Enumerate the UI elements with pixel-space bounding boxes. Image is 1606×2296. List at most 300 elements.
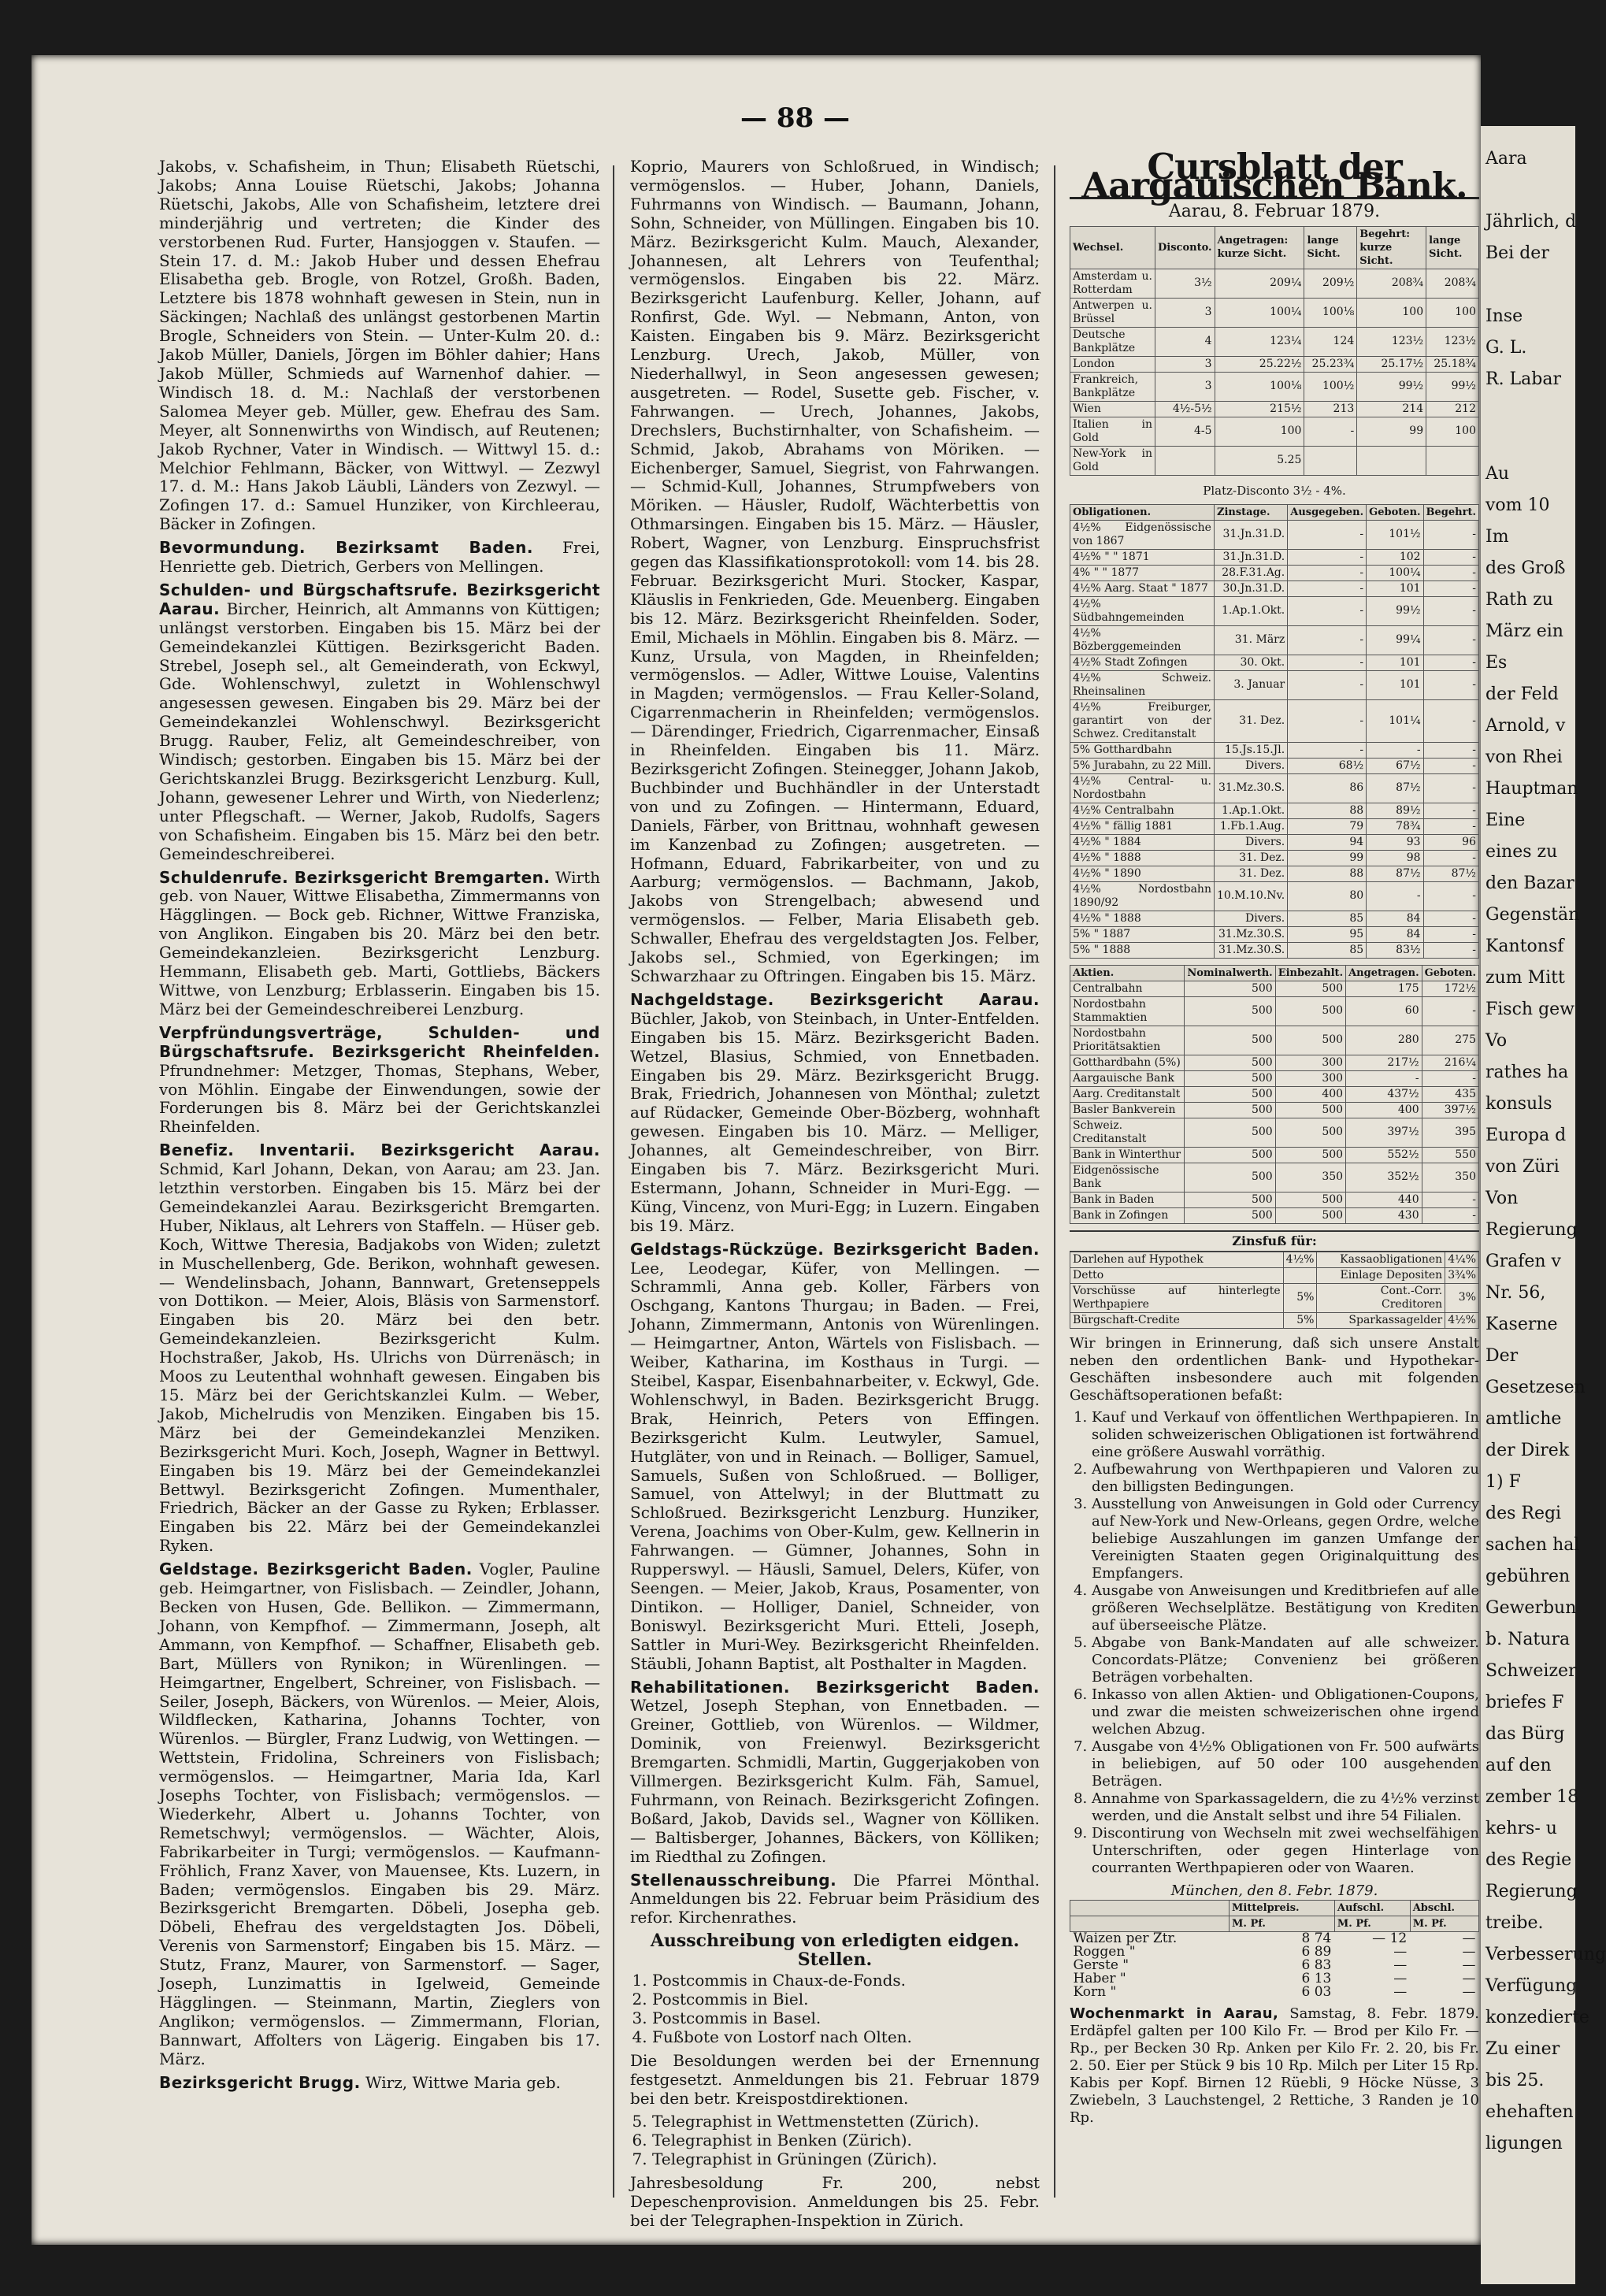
notice-text: Jakobs, v. Schafisheim, in Thun; Elisabeth Rüetschi, Jakobs; Anna Louise Rüetschi, Jakobs; Johanna Rüetschi, Jakobs, Alle von Schafisheim, letztere drei minderjährig und vertreten; die Kinder des verstorbenen Rud. Furter, Hansjoggen v. Staufen. — Stein 17. d. M.: Jakob Huber und dessen Ehefrau Elisabetha geb. Brogle, von Rotzel, Großh. Baden, Letztere bis 1878 wohnhaft gewesen in Stein, nun in Säckingen; Nachlaß des unlängst gestorbenen Martin Brogle, Schneiders von Stein. — Unter-Kulm 20. d.: Jakob Müller, Daniels, Jörgen im Böhler dahier; Hans Jakob Müller, Schmieds auf Warnenhof dahier. — Windisch 18. d. M.: Nachlaß der verstorbenen Salomea Meyer geb. Müller, gew. Ehefrau des Sam. Meyer, alt Sonnenwirths von Windisch, auf Reutenen; Jakob Rychner, Vater in Windisch. — Wittwyl 15. d.: Melchior Fehlmann, Bäcker, von Wittwyl. — Zezwyl 17. d. M.: Hans Jakob Läubli, Länders von Zezwyl. — Zofingen 17. d.: Samuel Hunziker, von Kirchleerau, Bäcker in Zofingen.: [159, 157, 600, 534]
table-cell: 1.Ap.1.Okt.: [1214, 803, 1287, 818]
adjacent-page-text: amtliche: [1485, 1409, 1562, 1429]
table-cell: 4½% Nordostbahn 1890/92: [1070, 881, 1215, 911]
table-row: [1070, 850, 1479, 866]
table-cell: 4½%: [1445, 1312, 1479, 1328]
table-cell: 85: [1288, 911, 1367, 926]
table-row: [1070, 1986, 1479, 1999]
table-cell: 500: [1185, 1086, 1275, 1102]
table-cell: 100¼: [1367, 565, 1423, 580]
page-number: — 88 —: [740, 102, 850, 134]
table-cell: -: [1423, 803, 1478, 818]
table-cell: -: [1423, 699, 1478, 742]
table-cell: 4½% Freiburger, garantirt von der Schwez. Creditanstalt: [1070, 699, 1215, 742]
notice-text: Koprio, Maurers von Schloßrued, in Windisch; vermögenslos. — Huber, Johann, Daniels, Fuhrmanns von Windisch. — Baumann, Johann, Sohn, Schneider, von Müllingen. Eingaben bis 10. März. Bezirksgericht Kulm. Mauch, Alexander, Johannesen, alt Lehrers von Teufenthal; vermögenslos. Eingaben bis 22. März. Bezirksgericht Laufenburg. Keller, Johann, auf Ronfirst, Gde. Wyl. — Nebmann, Anton, von Kaisten. Eingaben bis 9. März. Bezirksgericht Lenzburg. Urech, Jakob, Müller, von Niederhallwyl, in Seon angesessen gewesen; ausgetreten. — Rodel, Susette geb. Fischer, v. Fahrwangen. — Urech, Johannes, Jakobs, Drechslers, Buchstirnhalter, von Schafisheim. — Schmid, Jakob, Abrahams von Möriken. — Eichenberger, Samuel, Siegrist, von Fahrwangen. — Schmid-Kull, Johannes, Strumpfwebers von Möriken. — Häusler, Rudolf, Wächterbettis von Othmarsingen. Eingaben bis 15. März. — Häusler, Robert, Wagner, von Lenzburg. Einspruchsfrist gegen das Klassifikationsprotokoll: vom 14. bis 28. Februar. Bezirksgericht Muri. Stocker, Kaspar, Kläuslis in Fenkrieden, Gde. Meuenberg. Eingaben bis 12. März. Bezirksgericht Rheinfelden. Soder, Emil, Michaels in Möhlin. Eingaben bis 8. März. — Kunz, Ursula, von Magden, in Rheinfelden; vermögenslos. — Adler, Wittwe Louise, Valentins in Magden; vermögenslos. — Frau Keller-Soland, Cigarrenmacherin in Rheinfelden; vermögenslos. — Därendinger, Friedrich, Cigarrenmacher, Einsaß in Rheinfelden. Eingaben bis 11. März. Bezirksgericht Zofingen. Steinegger, Johann Jakob, Buchbinder und Buchhändler in der Unterstadt von und zu Zofingen. — Hintermann, Eduard, Daniels, Färber, von Brittnau, wohnhaft gewesen im Kanzenbad zu Zofingen; ausgetreten. — Hofmann, Eduard, Fabrikarbeiter, von und zu Aarburg; vermögenslos. — Bachmann, Jakob, Jakobs von Strengelbach; abwesend und vermögenslos. — Felber, Maria Elisabeth geb. Schwaller, Ehefrau des vergeldstagten Jos. Felber, Jakobs sel., Schmied, von Egerkingen; im Schwarzhaar zu Oftringen. Eingaben bis 15. März.: [630, 157, 1040, 985]
table-cell: 4½% " 1884: [1070, 834, 1215, 850]
adjacent-page-text: Regierung: [1485, 1220, 1578, 1240]
table-cell: -: [1367, 881, 1423, 911]
table-cell: 4½% " 1888: [1070, 911, 1215, 926]
table-cell: 95: [1288, 926, 1367, 942]
table-cell: Darlehen auf Hypothek: [1070, 1252, 1284, 1267]
table-cell: -: [1288, 742, 1367, 758]
table-header-cell: lange Sicht.: [1426, 226, 1479, 269]
table-cell: 500: [1185, 1055, 1275, 1070]
adjacent-page-text: rathes ha: [1485, 1063, 1569, 1082]
adjacent-page-text: Jährlich, d: [1485, 212, 1577, 232]
table-cell: 208¾: [1357, 269, 1426, 298]
table-cell: 213: [1304, 401, 1357, 417]
table-cell: 4½% " 1890: [1070, 866, 1215, 881]
column-notices-2: [630, 158, 1040, 2245]
notice-text: Bircher, Heinrich, alt Ammanns von Küttigen; unlängst verstorben. Eingaben bis 15. März bei der Gemeindekanzlei Küttigen. Bezirksgericht Baden. Strebel, Joseph sel., alt Gemeinderath, von Eckwyl, Gde. Wohlenschwyl, zuletzt in Wohlenschwyl angesessen gewesen. Eingaben bis 29. März bei der Gemeindekanzlei Wohlenschwyl. Bezirksgericht Brugg. Rauber, Feliz, alt Gemeindeschreiber, von Windisch; gestorben. Eingaben bis 15. März bei der Gerichtskanzlei Brugg. Bezirksgericht Lenzburg. Kull, Johann, gewesener Lehrer und Wirth, von Niederlenz; unter Pflegschaft. — Werner, Jakob, Rudolfs, Sagers von Schafisheim. Eingaben bis 15. März bei den betr. Gemeindeschreiberei.: [159, 599, 601, 863]
adjacent-page-text: Es: [1485, 653, 1508, 673]
adjacent-page-text: Vo: [1485, 1031, 1508, 1051]
table-cell: -: [1423, 773, 1478, 803]
table-row: [1070, 866, 1479, 881]
table-cell: Einlage Depositen: [1317, 1267, 1445, 1283]
table-cell: 352½: [1346, 1163, 1422, 1192]
table-cell: Divers.: [1214, 758, 1287, 773]
table-row: [1070, 834, 1479, 850]
table-cell: -: [1288, 520, 1367, 549]
service-item: 2. Aufbewahrung von Werthpapieren und Valoren zu den billigsten Bedingungen.: [1092, 1461, 1479, 1496]
table-row: [1070, 1086, 1479, 1102]
table-cell: 217½: [1346, 1055, 1422, 1070]
table-cell: 208¾: [1426, 269, 1479, 298]
adjacent-page-text: briefes F: [1485, 1693, 1564, 1712]
table-row: [1070, 1972, 1479, 1986]
table-row: [1070, 1192, 1479, 1207]
table-cell: 435: [1422, 1086, 1478, 1102]
table-cell: —: [1462, 1957, 1476, 1974]
vacancy-list: [630, 2112, 1040, 2169]
table-cell: 350: [1275, 1163, 1345, 1192]
table-cell: 101: [1367, 670, 1423, 699]
service-item: 6. Inkasso von allen Aktien- und Obligationen-Coupons, und zwar die meisten schweizerischen ohne irgend welchen Abzug.: [1092, 1686, 1479, 1738]
table-cell: 500: [1185, 981, 1275, 996]
table-cell: 83½: [1367, 942, 1423, 958]
service-item: 8. Annahme von Sparkassageldern, die zu 4½% verzinst werden, und die Anstalt selbst und ihre 54 Filialen.: [1092, 1790, 1479, 1825]
table-cell: 102: [1367, 549, 1423, 565]
table-cell: 100: [1426, 298, 1479, 327]
table-cell: —: [1462, 1931, 1476, 1947]
table-cell: 3: [1155, 298, 1215, 327]
notice-text: Schmid, Karl Johann, Dekan, von Aarau; am 23. Jan. letzthin verstorben. Eingaben bis 15. März bei der Gemeindekanzlei Aarau. Bezirksgericht Bremgarten. Huber, Niklaus, alt Lehrers von Staffeln. — Hüser geb. Koch, Wittwe Theresia, Badjakobs von Widen; zuletzt in Muschellenberg, Gde. Berikon, wohnhaft gewesen. — Wendelinsbach, Johann, Bannwart, Gretenseppels von Dottikon. — Meier, Alois, Bläsis von Sarmenstorf. Eingaben bis 20. März bei den betr. Gemeindekanzleien. Bezirksgericht Kulm. Hochstraßer, Jakob, Hs. Ulrichs von Dürrenäsch; in Moos zu Leutenthal wohnhaft gewesen. Eingaben bis 15. März bei der Gerichtskanzlei Kulm. — Weber, Jakob, Michelrudis von Menziken. Eingaben bis 15. März bei der Gemeindekanzlei Menziken. Bezirksgericht Muri. Koch, Joseph, Wagner in Bettwyl. Eingaben bis 19. März bei der Gemeindekanzlei Bettwyl. Bezirksgericht Zofingen. Mumenthaler, Friedrich, Bäcker an der Gasse zu Ryken; Erblasser. Eingaben bis 22. März bei der Gemeindekanzlei Ryken.: [159, 1159, 600, 1556]
table-cell: -: [1288, 699, 1367, 742]
table-cell: 209¼: [1215, 269, 1304, 298]
table-cell: 99¼: [1367, 625, 1423, 655]
adjacent-page-text: sachen hal: [1485, 1535, 1580, 1555]
table-row: [1070, 773, 1479, 803]
table-cell: 3: [1155, 356, 1215, 372]
service-item: 5. Abgabe von Bank-Mandaten auf alle schweizer. Concordats-Plätze; Convenienz bei größeren Beträgen vorbehalten.: [1092, 1634, 1479, 1686]
table-cell: 300: [1275, 1055, 1345, 1070]
table-cell: 101¼: [1367, 699, 1423, 742]
adjacent-page-text: R. Labar: [1485, 369, 1561, 389]
table-row: [1070, 625, 1479, 655]
table-row: [1070, 758, 1479, 773]
table-row: [1070, 1147, 1479, 1163]
table-cell: -: [1422, 1192, 1478, 1207]
table-header-cell: Einbezahlt.: [1275, 965, 1345, 981]
table-cell: 4-5: [1155, 417, 1215, 446]
table-cell: -: [1423, 742, 1478, 758]
table-cell: Eidgenössische Bank: [1070, 1163, 1185, 1192]
table-cell: 500: [1185, 1192, 1275, 1207]
vacancy-item: 2. Postcommis in Biel.: [652, 1990, 1040, 2009]
adjacent-page-text: von Züri: [1485, 1157, 1560, 1177]
table-cell: 4½-5½: [1155, 401, 1215, 417]
table-cell: 31. Dez.: [1214, 850, 1287, 866]
table-cell: -: [1288, 565, 1367, 580]
table-row: [1070, 520, 1479, 549]
table-cell: 6 03: [1301, 1984, 1332, 2001]
table-cell: 4½% Stadt Zofingen: [1070, 655, 1215, 670]
table-cell: 216¼: [1422, 1055, 1478, 1070]
vacancy-item: 1. Postcommis in Chaux-de-Fonds.: [652, 1971, 1040, 1990]
table-cell: 100⅛: [1304, 298, 1357, 327]
table-cell: 6 83: [1301, 1957, 1332, 1974]
table-cell: -: [1367, 742, 1423, 758]
table-cell: 500: [1185, 1070, 1275, 1086]
adjacent-page-text: zember 18: [1485, 1787, 1579, 1807]
table-cell: 100: [1357, 298, 1426, 327]
table-cell: -: [1346, 1070, 1422, 1086]
section-heading: Schulden- und Bürgschaftsrufe. Bezirksgericht Aarau.: [159, 580, 600, 618]
adjacent-page-text: den Bazar: [1485, 874, 1574, 893]
table-cell: —: [1393, 1944, 1408, 1960]
table-row: [1070, 1252, 1479, 1267]
notice-text: Wetzel, Joseph Stephan, von Ennetbaden. — Greiner, Gottlieb, von Würenlos. — Wildmer, Dominik, von Freienwyl. Bezirksgericht Bremgarten. Schmidli, Martin, Guggerjakoben von Villmergen. Bezirksgericht Kulm. Fäh, Samuel, Fuhrmann, von Reinach. Bezirksgericht Zofingen. Boßard, Jakob, Davids sel., Wagner von Kölliken. — Baltisberger, Johannes, Bäckers, von Kölliken; im Riedthal zu Zofingen.: [630, 1696, 1040, 1866]
table-cell: 3¾%: [1445, 1267, 1479, 1283]
table-cell: 84: [1367, 926, 1423, 942]
adjacent-page-text: Au: [1485, 464, 1510, 484]
adjacent-page-text: Gesetzesen: [1485, 1378, 1586, 1397]
service-item: 4. Ausgabe von Anweisungen und Kreditbriefen auf alle größeren Wechselplätze. Bestätigung von Krediten auf überseeische Plätze.: [1092, 1582, 1479, 1634]
adjacent-page-text: Von: [1485, 1189, 1519, 1208]
adjacent-page-text: kehrs- u: [1485, 1819, 1557, 1838]
table-cell: 31. Dez.: [1214, 866, 1287, 881]
table-cell: [1155, 446, 1215, 475]
table-row: [1070, 1959, 1479, 1972]
table-cell: 214: [1357, 401, 1426, 417]
table-header-cell: Mittelpreis.: [1230, 1901, 1335, 1916]
table-header-cell: Begehrt: kurze Sicht.: [1357, 226, 1426, 269]
table-cell: 93: [1367, 834, 1423, 850]
table-cell: Korn ": [1073, 1984, 1117, 2001]
vacancy-note: Die Besoldungen werden bei der Ernennung festgesetzt. Anmeldungen bis 21. Februar 1879 bei den betr. Kreispostdirektionen.: [630, 2050, 1040, 2108]
table-cell: London: [1070, 356, 1155, 372]
adjacent-page-text: Aara: [1485, 149, 1527, 169]
section-heading: Nachgeldstage. Bezirksgericht Aarau.: [630, 989, 1040, 1009]
table-cell: 5%: [1283, 1283, 1317, 1312]
table-header-cell: Geboten.: [1422, 965, 1478, 981]
table-cell: 500: [1185, 1102, 1275, 1118]
table-cell: 500: [1275, 1026, 1345, 1055]
table-cell: 3½: [1155, 269, 1215, 298]
adjacent-page-text: b. Natura: [1485, 1630, 1571, 1649]
table-cell: 430: [1346, 1207, 1422, 1223]
adjacent-page-text: Eine: [1485, 810, 1526, 830]
section-heading: Stellenausschreibung.: [630, 1870, 837, 1890]
table-cell: 94: [1288, 834, 1367, 850]
table-cell: 31. Dez.: [1214, 699, 1287, 742]
federal-vacancies-heading: Ausschreibung von erledigten eidgen. Stellen.: [650, 1931, 1020, 1971]
table-cell: 84: [1367, 911, 1423, 926]
table-cell: Nordostbahn Stammaktien: [1070, 996, 1185, 1026]
table-cell: Bürgschaft-Credite: [1070, 1312, 1284, 1328]
table-cell: 99½: [1426, 372, 1479, 401]
table-cell: 350: [1422, 1163, 1478, 1192]
table-cell: 5.25: [1215, 446, 1304, 475]
table-header-cell: Disconto.: [1155, 226, 1215, 269]
table-cell: 60: [1346, 996, 1422, 1026]
table-cell: 96: [1423, 834, 1478, 850]
table-row: [1070, 699, 1479, 742]
table-cell: -: [1423, 942, 1478, 958]
table-cell: 172½: [1422, 981, 1478, 996]
services-intro: Wir bringen in Erinnerung, daß sich unsere Anstalt neben den ordentlichen Bank- und Hypothekar-Geschäften insbesondere auch mit folgenden Geschäftsoperationen befaßt:: [1070, 1334, 1479, 1404]
table-row: [1070, 881, 1479, 911]
table-row: [1070, 446, 1479, 475]
table-row: [1070, 1163, 1479, 1192]
table-cell: 89½: [1367, 803, 1423, 818]
table-cell: New-York in Gold: [1070, 446, 1155, 475]
table-row: [1070, 417, 1479, 446]
table-header-cell: Abschl.: [1410, 1901, 1478, 1916]
interest-heading: Zinsfuß für:: [1070, 1230, 1479, 1252]
table-header-cell: Obligationen.: [1070, 504, 1215, 520]
notice-text: Wirth geb. von Nauer, Wittwe Elisabetha, Zimmermanns von Hägglingen. — Bock geb. Richner, Wittwe Franziska, von Anglikon. Eingaben bis 20. März bei den betr. Gemeindekanzleien. Bezirksgericht Lenzburg. Hemmann, Elisabeth geb. Marti, Gottliebs, Bäckers Wittwe, von Lenzburg; Erblasserin. Eingaben bis 15. März bei der Gemeindeschreiberei Lenzburg.: [159, 867, 600, 1018]
adjacent-page-text: gebühren: [1485, 1567, 1571, 1586]
table-cell: 15.Js.15.Jl.: [1214, 742, 1287, 758]
table-cell: 5% Gotthardbahn: [1070, 742, 1215, 758]
adjacent-page-text: der Direk: [1485, 1441, 1570, 1460]
vacancy-item: 7. Telegraphist in Grüningen (Zürich).: [652, 2150, 1040, 2169]
vacancy-note: Jahresbesoldung Fr. 200, nebst Depeschenprovision. Anmeldungen bis 25. Febr. bei der Telegraphen-Inspektion in Zürich.: [630, 2173, 1040, 2230]
table-cell: -: [1423, 655, 1478, 670]
table-cell: 3: [1155, 372, 1215, 401]
table-row: [1070, 565, 1479, 580]
table-cell: 100: [1215, 417, 1304, 446]
table-cell: -: [1288, 596, 1367, 625]
market-report: Samstag, 8. Febr. 1879. Erdäpfel galten per 100 Kilo Fr. — Brod per Kilo Fr. — Rp., per Becken 30 Rp. Anken per Kilo Fr. 2. 20, bis Fr. 2. 50. Eier per Stück 9 bis 10 Rp. Milch per Liter 15 Rp. Kabis per Kopf. Birnen 12 Rüebli, 9 Höcke Nüsse, 3 Zwiebeln, 3 Lauchstengel, 2 Rettiche, 3 Randen je 10 Rp.: [1070, 2005, 1479, 2127]
table-cell: -: [1423, 596, 1478, 625]
table-cell: -: [1423, 758, 1478, 773]
table-cell: 101½: [1367, 520, 1423, 549]
section-heading: Geldstage. Bezirksgericht Baden.: [159, 1560, 473, 1579]
table-row: [1070, 596, 1479, 625]
table-cell: -: [1423, 926, 1478, 942]
table-cell: Basler Bankverein: [1070, 1102, 1185, 1118]
adjacent-page-text: von Rhei: [1485, 747, 1563, 767]
table-cell: 124: [1304, 327, 1357, 356]
table-row: [1070, 1312, 1479, 1328]
service-item: 9. Discontirung von Wechseln mit zwei wechselfähigen Unterschriften, oder gegen Hinterlage von courranten Werthpapieren oder von Waaren.: [1092, 1825, 1479, 1877]
adjacent-page-text: ehehaften: [1485, 2102, 1574, 2122]
adjacent-page-text: Arnold, v: [1485, 716, 1566, 736]
adjacent-page-text: eines zu: [1485, 842, 1558, 862]
table-cell: Bank in Winterthur: [1070, 1147, 1185, 1163]
services-list: [1070, 1409, 1479, 1877]
table-cell: 30.Jn.31.D.: [1214, 580, 1287, 596]
table-row: [1070, 298, 1479, 327]
table-cell: Centralbahn: [1070, 981, 1185, 996]
notice-text: Wirz, Wittwe Maria geb.: [365, 2072, 561, 2092]
table-row: [1070, 580, 1479, 596]
table-cell: 87½: [1423, 866, 1478, 881]
table-cell: 67½: [1367, 758, 1423, 773]
table-row: [1070, 942, 1479, 958]
table-cell: 4% " " 1877: [1070, 565, 1215, 580]
table-row: [1070, 1118, 1479, 1147]
table-header-cell: Begehrt.: [1423, 504, 1478, 520]
adjacent-page-text: Verbesserung: [1485, 1945, 1606, 1964]
adjacent-page-text: der Feld: [1485, 684, 1559, 704]
table-row: [1070, 996, 1479, 1026]
notice-text: Vogler, Pauline geb. Heimgartner, von Fislisbach. — Zeindler, Johann, Becken von Husen, Gde. Bellikon. — Zimmermann, Johann, von Kempfhof. — Zimmermann, Joseph, alt Ammann, von Kempfhof. — Schaffner, Elisabeth geb. Bart, Müllers von Rynikon; in Würenlingen. — Heimgartner, Engelbert, Schreiner, von Fislisbach. — Seiler, Joseph, Bäckers, von Würenlos. — Meier, Alois, Wildflecken, Katharina, Johanns Tochter, von Würenlos. — Bürgler, Franz Ludwig, von Wettingen. — Wettstein, Fridolina, Schreiners von Fislisbach; vermögenslos. — Heimgartner, Maria Ida, Karl Josephs Tochter, von Fislisbach; vermögenslos. — Wiederkehr, Albert u. Johanns Tochter, von Remetschwyl; vermögenslos. — Wächter, Alois, Fabrikarbeiter in Turgi; vermögenslos. — Kaufmann-Fröhlich, Franz Xaver, von Mauensee, Kts. Luzern, in Baden; vermögenslos. Eingaben bis 29. März. Bezirksgericht Bremgarten. Döbeli, Josepha geb. Döbeli, Ehefrau des vergeldstagten Jos. Döbeli, Verenis von Sarmenstorf; Eingaben bis 15. März. — Stutz, Franz, Maurer, von Sarmenstorf. — Sager, Joseph, Lunzimattis in Igelweid, Gemeinde Hägglingen. — Steinmann, Martin, Zieglers von Anglikon; vermögenslos. — Zimmermann, Florian, Bannwart, Affolters von Lägerig. Eingaben bis 17. März.: [159, 1560, 600, 2068]
table-cell: 88: [1288, 803, 1367, 818]
table-header-cell: M. Pf.: [1334, 1916, 1410, 1932]
table-cell: -: [1304, 417, 1357, 446]
table-cell: 31.Jn.31.D.: [1214, 520, 1287, 549]
adjacent-page-text: Inse: [1485, 306, 1523, 326]
table-cell: 100½: [1304, 372, 1357, 401]
table-row: [1070, 818, 1479, 834]
adjacent-page-text: des Groß: [1485, 558, 1566, 578]
grain-market-table: [1070, 1900, 1479, 1999]
table-cell: —: [1393, 1957, 1408, 1974]
table-cell: 395: [1422, 1118, 1478, 1147]
table-header-cell: [1070, 1901, 1230, 1916]
table-cell: Haber ": [1073, 1971, 1126, 1987]
table-cell: —: [1393, 1971, 1408, 1987]
table-cell: 400: [1275, 1086, 1345, 1102]
exchange-table: [1070, 226, 1479, 476]
table-cell: 25.18¾: [1426, 356, 1479, 372]
table-header-cell: Nominalwerth.: [1185, 965, 1275, 981]
table-cell: 6 89: [1301, 1944, 1332, 1960]
table-cell: 500: [1185, 1207, 1275, 1223]
adjacent-page-text: März ein: [1485, 621, 1563, 641]
table-cell: 5% Jurabahn, zu 22 Mill.: [1070, 758, 1215, 773]
table-cell: -: [1422, 1070, 1478, 1086]
section-heading: Schuldenrufe. Bezirksgericht Bremgarten.: [159, 867, 551, 887]
table-cell: 30. Okt.: [1214, 655, 1287, 670]
table-cell: 99: [1357, 417, 1426, 446]
table-cell: 88: [1288, 866, 1367, 881]
table-cell: Detto: [1070, 1267, 1284, 1283]
table-cell: Aarg. Creditanstalt: [1070, 1086, 1185, 1102]
vacancy-item: 6. Telegraphist in Benken (Zürich).: [652, 2131, 1040, 2150]
table-cell: 4: [1155, 327, 1215, 356]
section-heading: Bevormundung. Bezirksamt Baden.: [159, 538, 533, 558]
adjacent-page-text: Der: [1485, 1346, 1519, 1366]
adjacent-page-text: 1) F: [1485, 1472, 1521, 1492]
section-heading: Wochenmarkt in Aarau,: [1070, 2005, 1279, 2023]
adjacent-page-text: Im: [1485, 527, 1509, 547]
table-cell: 101: [1367, 655, 1423, 670]
section-heading: Rehabilitationen. Bezirksgericht Baden.: [630, 1677, 1040, 1697]
table-cell: 5%: [1283, 1312, 1317, 1328]
table-row: [1070, 1055, 1479, 1070]
table-header-cell: Zinstage.: [1214, 504, 1287, 520]
table-cell: Divers.: [1214, 911, 1287, 926]
table-cell: 31. März: [1214, 625, 1287, 655]
service-item: 3. Ausstellung von Anweisungen in Gold oder Currency auf New-York und New-Orleans, gegen Ordre, welche beliebige Auszahlungen im ganzen Umfange der Vereinigten Staaten gegen Originalquittung des Empfangers.: [1092, 1496, 1479, 1582]
table-cell: 437½: [1346, 1086, 1422, 1102]
table-cell: Vorschüsse auf hinterlegte Werthpapiere: [1070, 1283, 1284, 1312]
table-cell: 68½: [1288, 758, 1367, 773]
table-cell: 99½: [1367, 596, 1423, 625]
adjacent-page-text: Kaserne: [1485, 1315, 1558, 1334]
table-cell: -: [1288, 580, 1367, 596]
column-notices-1: [159, 158, 600, 2237]
adjacent-page-text: Rath zu: [1485, 590, 1553, 610]
vacancy-item: 5. Telegraphist in Wettmenstetten (Zürich).: [652, 2112, 1040, 2131]
table-cell: -: [1423, 520, 1478, 549]
table-cell: 280: [1346, 1026, 1422, 1055]
table-cell: 1.Ap.1.Okt.: [1214, 596, 1287, 625]
shares-table: [1070, 965, 1479, 1224]
table-cell: 4½%: [1283, 1252, 1317, 1267]
table-row: [1070, 372, 1479, 401]
table-cell: -: [1423, 911, 1478, 926]
table-cell: -: [1288, 670, 1367, 699]
table-cell: 397½: [1346, 1118, 1422, 1147]
table-cell: 98: [1367, 850, 1423, 866]
table-cell: 31.Mz.30.S.: [1214, 926, 1287, 942]
table-cell: —: [1462, 1971, 1476, 1987]
table-cell: Gerste ": [1073, 1957, 1129, 1974]
table-cell: Roggen ": [1073, 1944, 1136, 1960]
table-cell: 300: [1275, 1070, 1345, 1086]
service-item: 7. Ausgabe von 4½% Obligationen von Fr. 500 aufwärts in beliebigen, auf 50 oder 100 ausgehenden Beträgen.: [1092, 1738, 1479, 1790]
table-cell: 123½: [1357, 327, 1426, 356]
table-cell: -: [1423, 580, 1478, 596]
table-cell: 4½% " 1888: [1070, 850, 1215, 866]
table-cell: 85: [1288, 942, 1367, 958]
table-row: [1070, 742, 1479, 758]
table-cell: 4½% Centralbahn: [1070, 803, 1215, 818]
table-header-cell: Aktien.: [1070, 965, 1185, 981]
adjacent-page-text: treibe.: [1485, 1913, 1544, 1933]
service-item: 1. Kauf und Verkauf von öffentlichen Werthpapieren. In soliden schweizerischen Obligationen ist fortwährend eine größere Auswahl vorräthig.: [1092, 1409, 1479, 1461]
table-cell: 500: [1185, 1147, 1275, 1163]
interest-table: [1070, 1252, 1479, 1329]
table-cell: 6 13: [1301, 1971, 1332, 1987]
adjacent-page-text: Europa d: [1485, 1126, 1567, 1145]
section-heading: Bezirksgericht Brugg.: [159, 2072, 361, 2092]
table-cell: 99: [1288, 850, 1367, 866]
bulletin-date: Aarau, 8. Februar 1879.: [1168, 201, 1381, 221]
table-cell: 500: [1185, 1163, 1275, 1192]
table-cell: 87½: [1367, 866, 1423, 881]
table-cell: 87½: [1367, 773, 1423, 803]
table-cell: 4½% Eidgenössische von 1867: [1070, 520, 1215, 549]
table-cell: 215½: [1215, 401, 1304, 417]
notice-text: Lee, Leodegar, Küfer, von Mellingen. — Schrammli, Anna geb. Koller, Färbers von Oschgang, Kantons Thurgau; in Baden. — Frei, Johann, Zimmermann, Antonis von Würenlingen. — Heimgartner, Anton, Wärtels von Fislisbach. — Weiber, Katharina, im Kosthaus in Turgi. — Steibel, Kaspar, Eisenbahnarbeiter, v. Eckwyl, Gde. Wohlenschwyl, in Baden. Bezirksgericht Brugg. Brak, Heinrich, Peters von Effingen. Bezirksgericht Kulm. Leutwyler, Samuel, Hutgläter, von und in Reinach. — Bolliger, Samuel, Samuels, Sußen von Schloßrued. — Bolliger, Samuel, von Attelwyl; in der Bluttmatt zu Schloßrued. Bezirksgericht Lenzburg. Hunziker, Verena, Joachims von Ober-Kulm, gew. Kellnerin in Fahrwangen. — Gümner, Johannes, Sohn in Rupperswyl. — Häusli, Samuel, Delers, Küfer, von Seengen. — Meier, Jakob, Kraus, Posamenter, von Dintikon. — Holliger, Daniel, Schneider, von Boniswyl. Bezirksgericht Muri. Etteli, Joseph, Sattler in Muri-Wey. Bezirksgericht Rheinfelden. Stäubli, Johann Baptist, alt Posthalter in Magden.: [630, 1258, 1040, 1673]
table-row: [1070, 1945, 1479, 1959]
table-cell: -: [1423, 625, 1478, 655]
adjacent-page-text: bis 25.: [1485, 2071, 1545, 2090]
table-row: [1070, 401, 1479, 417]
table-cell: 3. Januar: [1214, 670, 1287, 699]
table-cell: 8 74: [1301, 1931, 1332, 1947]
table-cell: 500: [1275, 1207, 1345, 1223]
table-row: [1070, 655, 1479, 670]
table-cell: 80: [1288, 881, 1367, 911]
table-cell: Cont.-Corr. Creditoren: [1317, 1283, 1445, 1312]
